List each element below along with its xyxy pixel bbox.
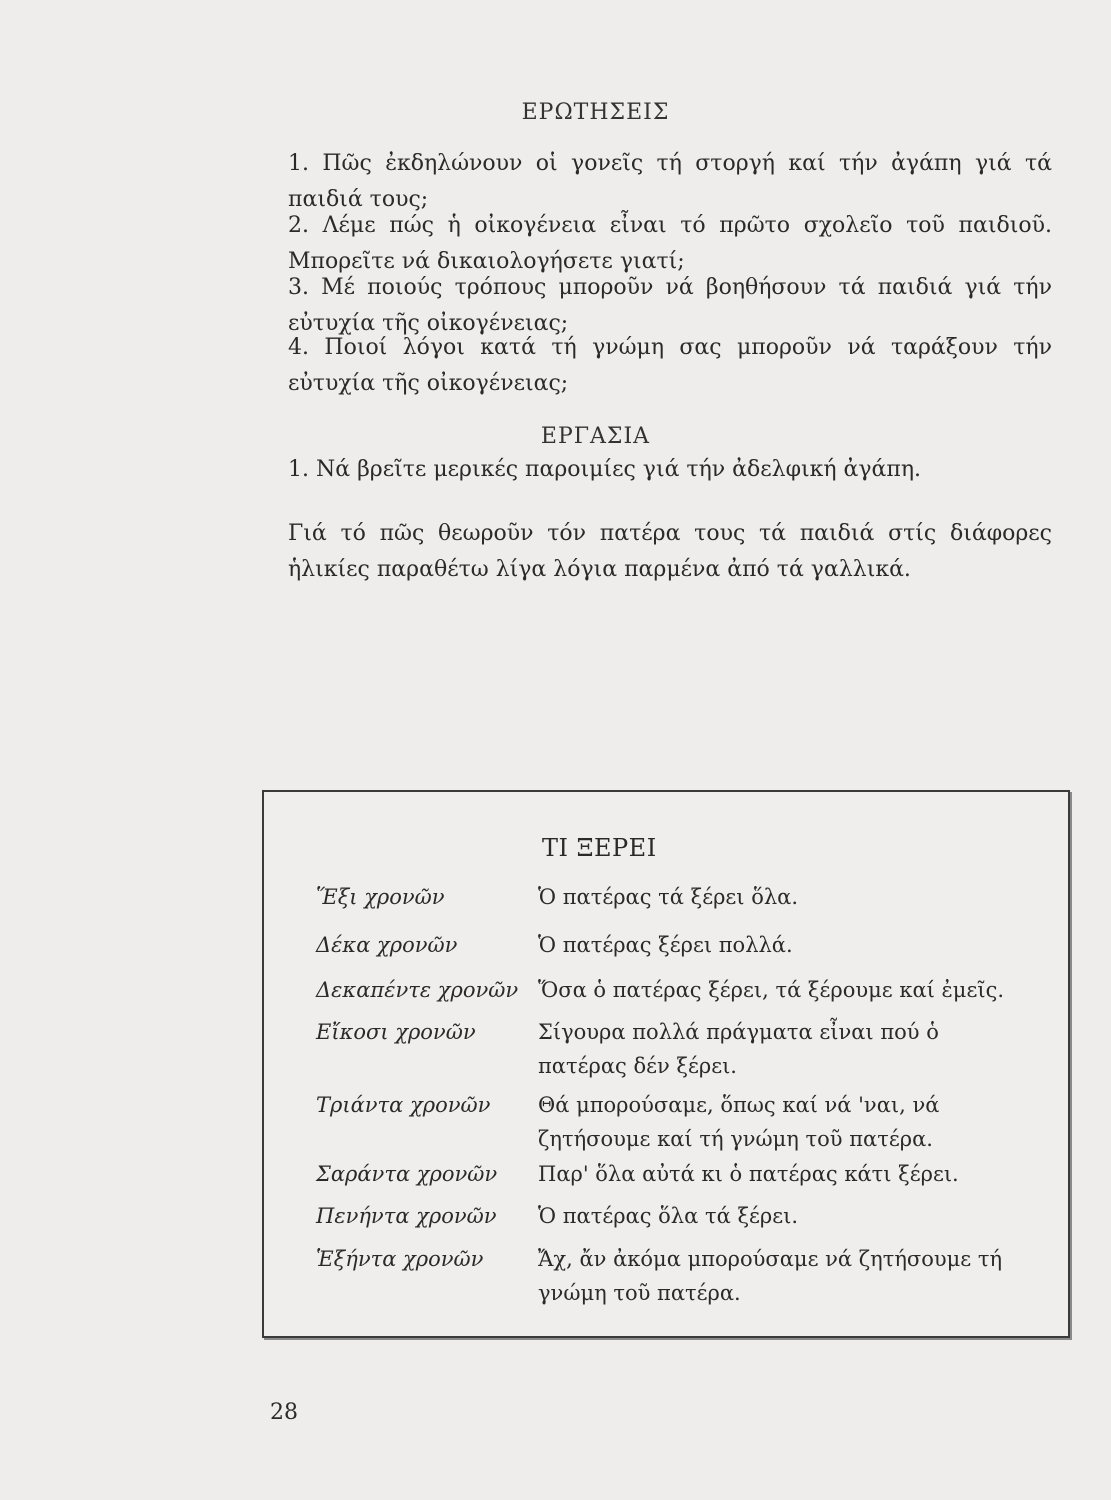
saying-text: Ὁ πατέρας τά ξέρει ὅλα. <box>538 885 799 909</box>
age-label: Δέκα χρονῶν <box>316 933 458 957</box>
box-title: ΤΙ ΞΕΡΕΙ <box>542 834 657 862</box>
page-number: 28 <box>270 1400 298 1425</box>
age-label: Σαράντα χρονῶν <box>316 1162 498 1186</box>
saying-text: Ὅσα ὁ πατέρας ξέρει, τά ξέρουμε καί ἐμεῖς. <box>538 978 1005 1002</box>
age-label: Τριάντα χρονῶν <box>316 1093 491 1117</box>
age-label: Εἴκοσι χρονῶν <box>316 1020 476 1044</box>
question-4: 4. Ποιοί λόγοι κατά τή γνώμη σας μποροῦν νά ταράξουν τήν εὐτυχία τῆς οἰκογένειας; <box>288 335 1052 396</box>
intro-paragraph: Γιά τό πῶς θεωροῦν τόν πατέρα τους τά παιδιά στίς διάφορες ἡλικίες παραθέτω λίγα λόγια παρμένα ἀπό τά γαλλικά. <box>288 521 1052 582</box>
work-heading: ΕΡΓΑΣΙΑ <box>540 424 651 449</box>
question-2: 2. Λέμε πώς ἡ οἰκογένεια εἶναι τό πρῶτο σχολεῖο τοῦ παιδιοῦ. Μπορεῖτε νά δικαιολογήσετε γιατί; <box>288 213 1052 274</box>
saying-text: Ὁ πατέρας ὅλα τά ξέρει. <box>538 1204 799 1228</box>
saying-text: Σίγουρα πολλά πράγματα εἶναι πού ὁ πατέρας δέν ξέρει. <box>538 1020 939 1078</box>
work-item-1: 1. Νά βρεῖτε μερικές παροιμίες γιά τήν ἀδελφική ἀγάπη. <box>288 457 922 482</box>
age-label: Ἑξήντα χρονῶν <box>316 1247 484 1271</box>
age-label: Ἕξι χρονῶν <box>316 885 445 909</box>
saying-text: Παρ' ὅλα αὐτά κι ὁ πατέρας κάτι ξέρει. <box>538 1162 959 1186</box>
question-3: 3. Μέ ποιούς τρόπους μποροῦν νά βοηθήσουν τά παιδιά γιά τήν εὐτυχία τῆς οἰκογένειας; <box>288 275 1052 336</box>
saying-text: Ἄχ, ἄν ἀκόμα μπορούσαμε νά ζητήσουμε τή γνώμη τοῦ πατέρα. <box>538 1247 1003 1305</box>
saying-text: Θά μπορούσαμε, ὅπως καί νά 'ναι, νά ζητήσουμε καί τή γνώμη τοῦ πατέρα. <box>538 1093 940 1151</box>
age-label: Πενήντα χρονῶν <box>316 1204 497 1228</box>
question-1: 1. Πῶς ἐκδηλώνουν οἱ γονεῖς τή στοργή καί τήν ἀγάπη γιά τά παιδιά τους; <box>288 151 1052 212</box>
age-label: Δεκαπέντε χρονῶν <box>316 978 519 1002</box>
saying-text: Ὁ πατέρας ξέρει πολλά. <box>538 933 793 957</box>
questions-heading: ΕΡΩΤΗΣΕΙΣ <box>521 100 670 125</box>
